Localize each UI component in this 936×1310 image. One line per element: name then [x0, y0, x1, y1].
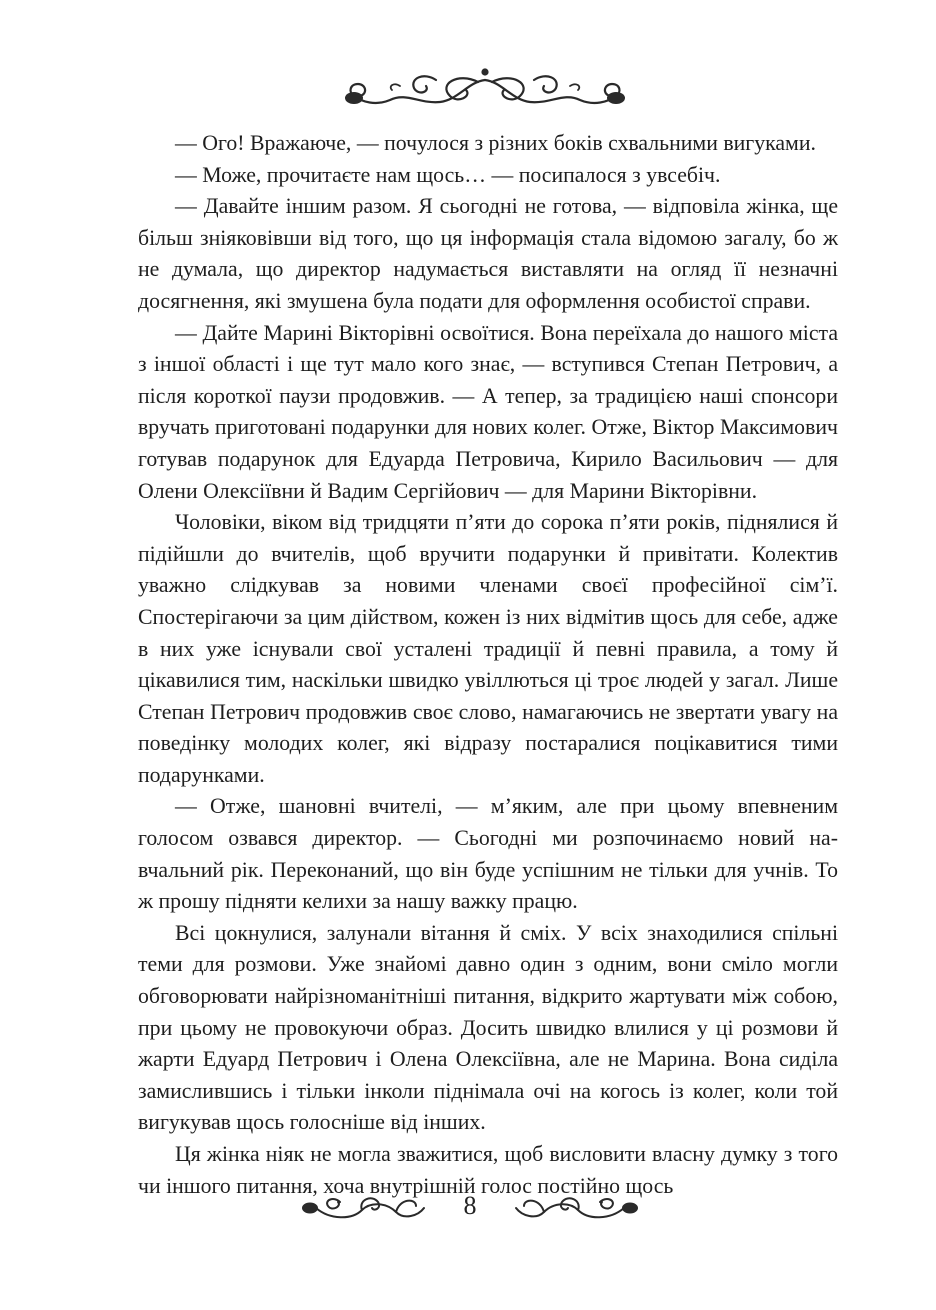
flourish-right-icon: [510, 1192, 640, 1224]
paragraph: — Отже, шановні вчителі, — м’яким, але при цьому впевненим голосом озвався директор. — Сьогодні ми розпочинаємо новий навчальний рік. Переконаний, що він буде успішним не тільки для учнів. То ж прошу підняти келихи за нашу важку працю.: [138, 794, 838, 914]
body-text: [138, 128, 838, 1202]
paragraph: Ця жінка ніяк не могла зважитися, щоб висловити власну думку з того чи іншого питання, хоча внутрішній голос постійно щось: [138, 1142, 838, 1198]
paragraph: — Ого! Вражаюче, — почулося з різних боків схвальними вигуками.: [175, 131, 816, 155]
page-footer: [300, 1182, 640, 1234]
page-number: 8: [463, 1191, 477, 1220]
paragraph: — Давайте іншим разом. Я сьогодні не готова, — відповіла жінка, ще більш зніяковівши від того, що ця інформація стала відомою загалу, бо ж не думала, що директор надумається виставляти на огляд її незначні досягнення, які змушена була подати для оформлення особистої справи.: [138, 194, 838, 313]
paragraph: Всі цокнулися, залунали вітання й сміх. У всіх знаходилися спільні теми для розмови. Уже знайомі давно один з одним, вони сміло могли обговорювати найрізноманітніші питання, відкрито жартувати між собою, при цьому не провокуючи образ. Досить швидко влилися у ці розмови й жарти Едуард Петрович і Олена Олексіївна, але не Марина. Вона сиділа замислившись і тільки інколи піднімала очі на когось із колег, коли той вигукував щось голосніше від інших.: [138, 920, 838, 1135]
paragraph: — Дайте Марині Вікторівні освоїтися. Вона переїхала до нашого міста з іншої області і ще тут мало кого знає, — вступився Степан Петрович, а після короткої паузи продовжив. — А тепер, за традицією наші спонсори вручать приготовані подарунки для нових колег. Отже, Віктор Максимович готував подарунок для Едуарда Петровича, Кирило Васильович — для Олени Олексіївни й Вадим Сергійович — для Марини Вікторівни.: [138, 320, 838, 503]
flourish-ornament-icon: [340, 62, 630, 122]
paragraph: — Може, прочитаєте нам щось… — посипалося з увсебіч.: [175, 162, 721, 187]
paragraph: Чоловіки, віком від тридцяти п’яти до сорока п’яти років, піднялися й підійшли до вчителів, щоб вручити подарунки й привітати. Колектив уважно слідкував за новими членами своєї професійної сім’ї. Спостерігаючи за цим дійством, кожен із них відмітив щось для себе, адже в них уже існували свої усталені традиції й певні правила, а тому й цікавилися тим, наскільки швидко увіллються ці троє людей у загал. Лише Степан Петрович продовжив своє слово, намагаючись не звертати увагу на поведінку молодих колег, які відразу постаралися поцікавитися тими подарунками.: [138, 510, 838, 787]
